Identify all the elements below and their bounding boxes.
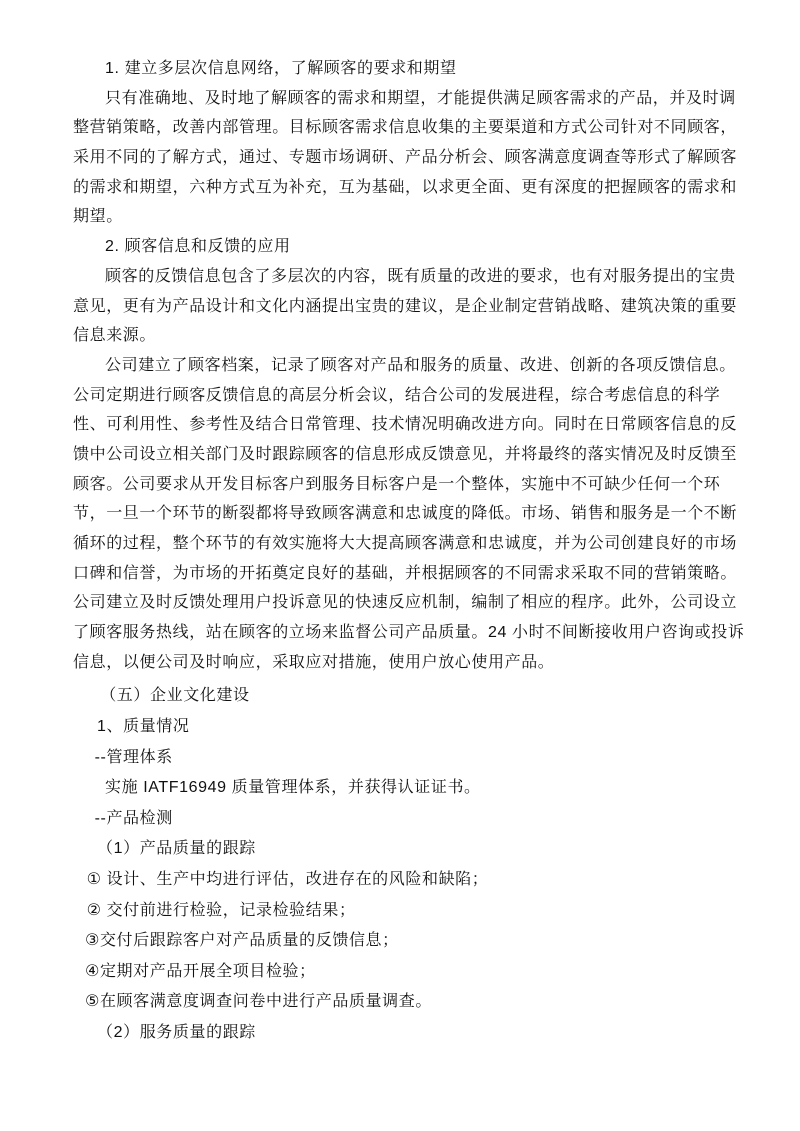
para-customer-archive bbox=[73, 351, 745, 678]
para-customer-archive-line-7: 循环的过程，整个环节的有效实施将大大提高顾客满意和忠诚度，并为公司创建良好的市场 bbox=[73, 535, 738, 552]
item-service-quality-tracking-line-1: （2）服务质量的跟踪 bbox=[97, 1023, 256, 1041]
item-management-system bbox=[73, 743, 745, 774]
item-product-quality-tracking bbox=[73, 834, 745, 865]
item-quality-situation-line-1: 1、质量情况 bbox=[97, 718, 190, 736]
para-feedback-content bbox=[73, 262, 745, 351]
para-customer-archive-line-5: 顾客。公司要求从开发目标客户到服务目标客户是一个整体，实施中不可缺少任何一个环 bbox=[73, 475, 721, 493]
para-customer-archive-line-10: 了顾客服务热线，站在顾客的立场来监督公司产品质量。24 小时不间断接收用户咨询或投诉 bbox=[73, 624, 745, 642]
item-product-testing bbox=[73, 804, 745, 835]
para-customer-archive-line-2: 公司定期进行顾客反馈信息的高层分析会议，结合公司的发展进程，综合考虑信息的科学 bbox=[73, 386, 721, 404]
item-product-quality-tracking-line-1: （1）产品质量的跟踪 bbox=[97, 840, 256, 858]
document-body bbox=[73, 54, 745, 1049]
item-management-system-line-1: --管理体系 bbox=[94, 748, 173, 766]
step-post-delivery-feedback-line-1: ③交付后跟踪客户对产品质量的反馈信息； bbox=[85, 932, 399, 950]
para-understand-customers-line-3: 采用不同的了解方式，通过、专题市场调研、产品分析会、顾客满意度调查等形式了解顾客 bbox=[73, 149, 738, 167]
para-understand-customers bbox=[73, 84, 745, 232]
item-service-quality-tracking bbox=[73, 1018, 745, 1049]
line-iatf-certification-line-1: 实施 IATF16949 质量管理体系，并获得认证证书。 bbox=[105, 779, 481, 797]
line-iatf-certification bbox=[73, 773, 745, 804]
heading-culture-construction bbox=[73, 681, 745, 712]
para-customer-archive-line-11: 信息，以便公司及时响应，采取应对措施，使用户放心使用产品。 bbox=[73, 653, 555, 671]
para-customer-archive-line-3: 性、可利用性、参考性及结合日常管理、技术情况明确改进方向。同时在日常顾客信息的反 bbox=[73, 416, 738, 434]
para-understand-customers-line-5: 期望。 bbox=[73, 208, 123, 226]
item-quality-situation bbox=[73, 712, 745, 743]
para-understand-customers-line-2: 整营销策略，改善内部管理。目标顾客需求信息收集的主要渠道和方式公司针对不同顾客， bbox=[73, 119, 738, 137]
step-post-delivery-feedback bbox=[73, 926, 745, 957]
para-customer-archive-line-4: 馈中公司设立相关部门及时跟踪顾客的信息形成反馈意见，并将最终的落实情况及时反馈至 bbox=[73, 445, 738, 463]
para-customer-archive-line-1: 公司建立了顾客档案，记录了顾客对产品和服务的质量、改进、创新的各项反馈信息。 bbox=[105, 356, 736, 374]
heading-info-network bbox=[73, 54, 745, 84]
heading-culture-construction-line-1: （五）企业文化建设 bbox=[100, 687, 250, 705]
para-feedback-content-line-1: 顾客的反馈信息包含了多层次的内容，既有质量的改进的要求，也有对服务提出的宝贵 bbox=[105, 267, 736, 285]
para-customer-archive-line-9: 公司建立及时反馈处理用户投诉意见的快速反应机制，编制了相应的程序。此外，公司设立 bbox=[73, 594, 738, 612]
step-periodic-full-inspection-line-1: ④定期对产品开展全项目检验； bbox=[85, 962, 316, 980]
para-feedback-content-line-3: 信息来源。 bbox=[73, 327, 157, 345]
heading-feedback-application bbox=[73, 232, 745, 262]
item-product-testing-line-1: --产品检测 bbox=[94, 809, 173, 827]
step-pre-delivery-inspection-line-1: ② 交付前进行检验，记录检验结果； bbox=[86, 901, 356, 919]
step-pre-delivery-inspection bbox=[73, 896, 745, 927]
para-customer-archive-line-6: 节，一旦一个环节的断裂都将导致顾客满意和忠诚度的降低。市场、销售和服务是一个不断 bbox=[73, 505, 738, 523]
step-satisfaction-survey-line-1: ⑤在顾客满意度调查问卷中进行产品质量调查。 bbox=[85, 993, 432, 1011]
para-customer-archive-line-8: 口碑和信誉，为市场的开拓奠定良好的基础，并根据顾客的不同需求采取不同的营销策略。 bbox=[73, 564, 738, 582]
heading-info-network-line-1: 1. 建立多层次信息网络，了解顾客的要求和期望 bbox=[105, 60, 457, 77]
heading-feedback-application-line-1: 2. 顾客信息和反馈的应用 bbox=[105, 238, 291, 256]
para-feedback-content-line-2: 意见，更有为产品设计和文化内涵提出宝贵的建议，是企业制定营销战略、建筑决策的重要 bbox=[73, 297, 738, 315]
step-design-evaluation bbox=[73, 865, 745, 896]
step-design-evaluation-line-1: ① 设计、生产中均进行评估，改进存在的风险和缺陷； bbox=[86, 871, 489, 888]
para-understand-customers-line-1: 只有准确地、及时地了解顾客的需求和期望，才能提供满足顾客需求的产品，并及时调 bbox=[105, 89, 736, 107]
step-periodic-full-inspection bbox=[73, 957, 745, 988]
step-satisfaction-survey bbox=[73, 987, 745, 1018]
para-understand-customers-line-4: 的需求和期望，六种方式互为补充，互为基础，以求更全面、更有深度的把握顾客的需求和 bbox=[73, 178, 738, 196]
